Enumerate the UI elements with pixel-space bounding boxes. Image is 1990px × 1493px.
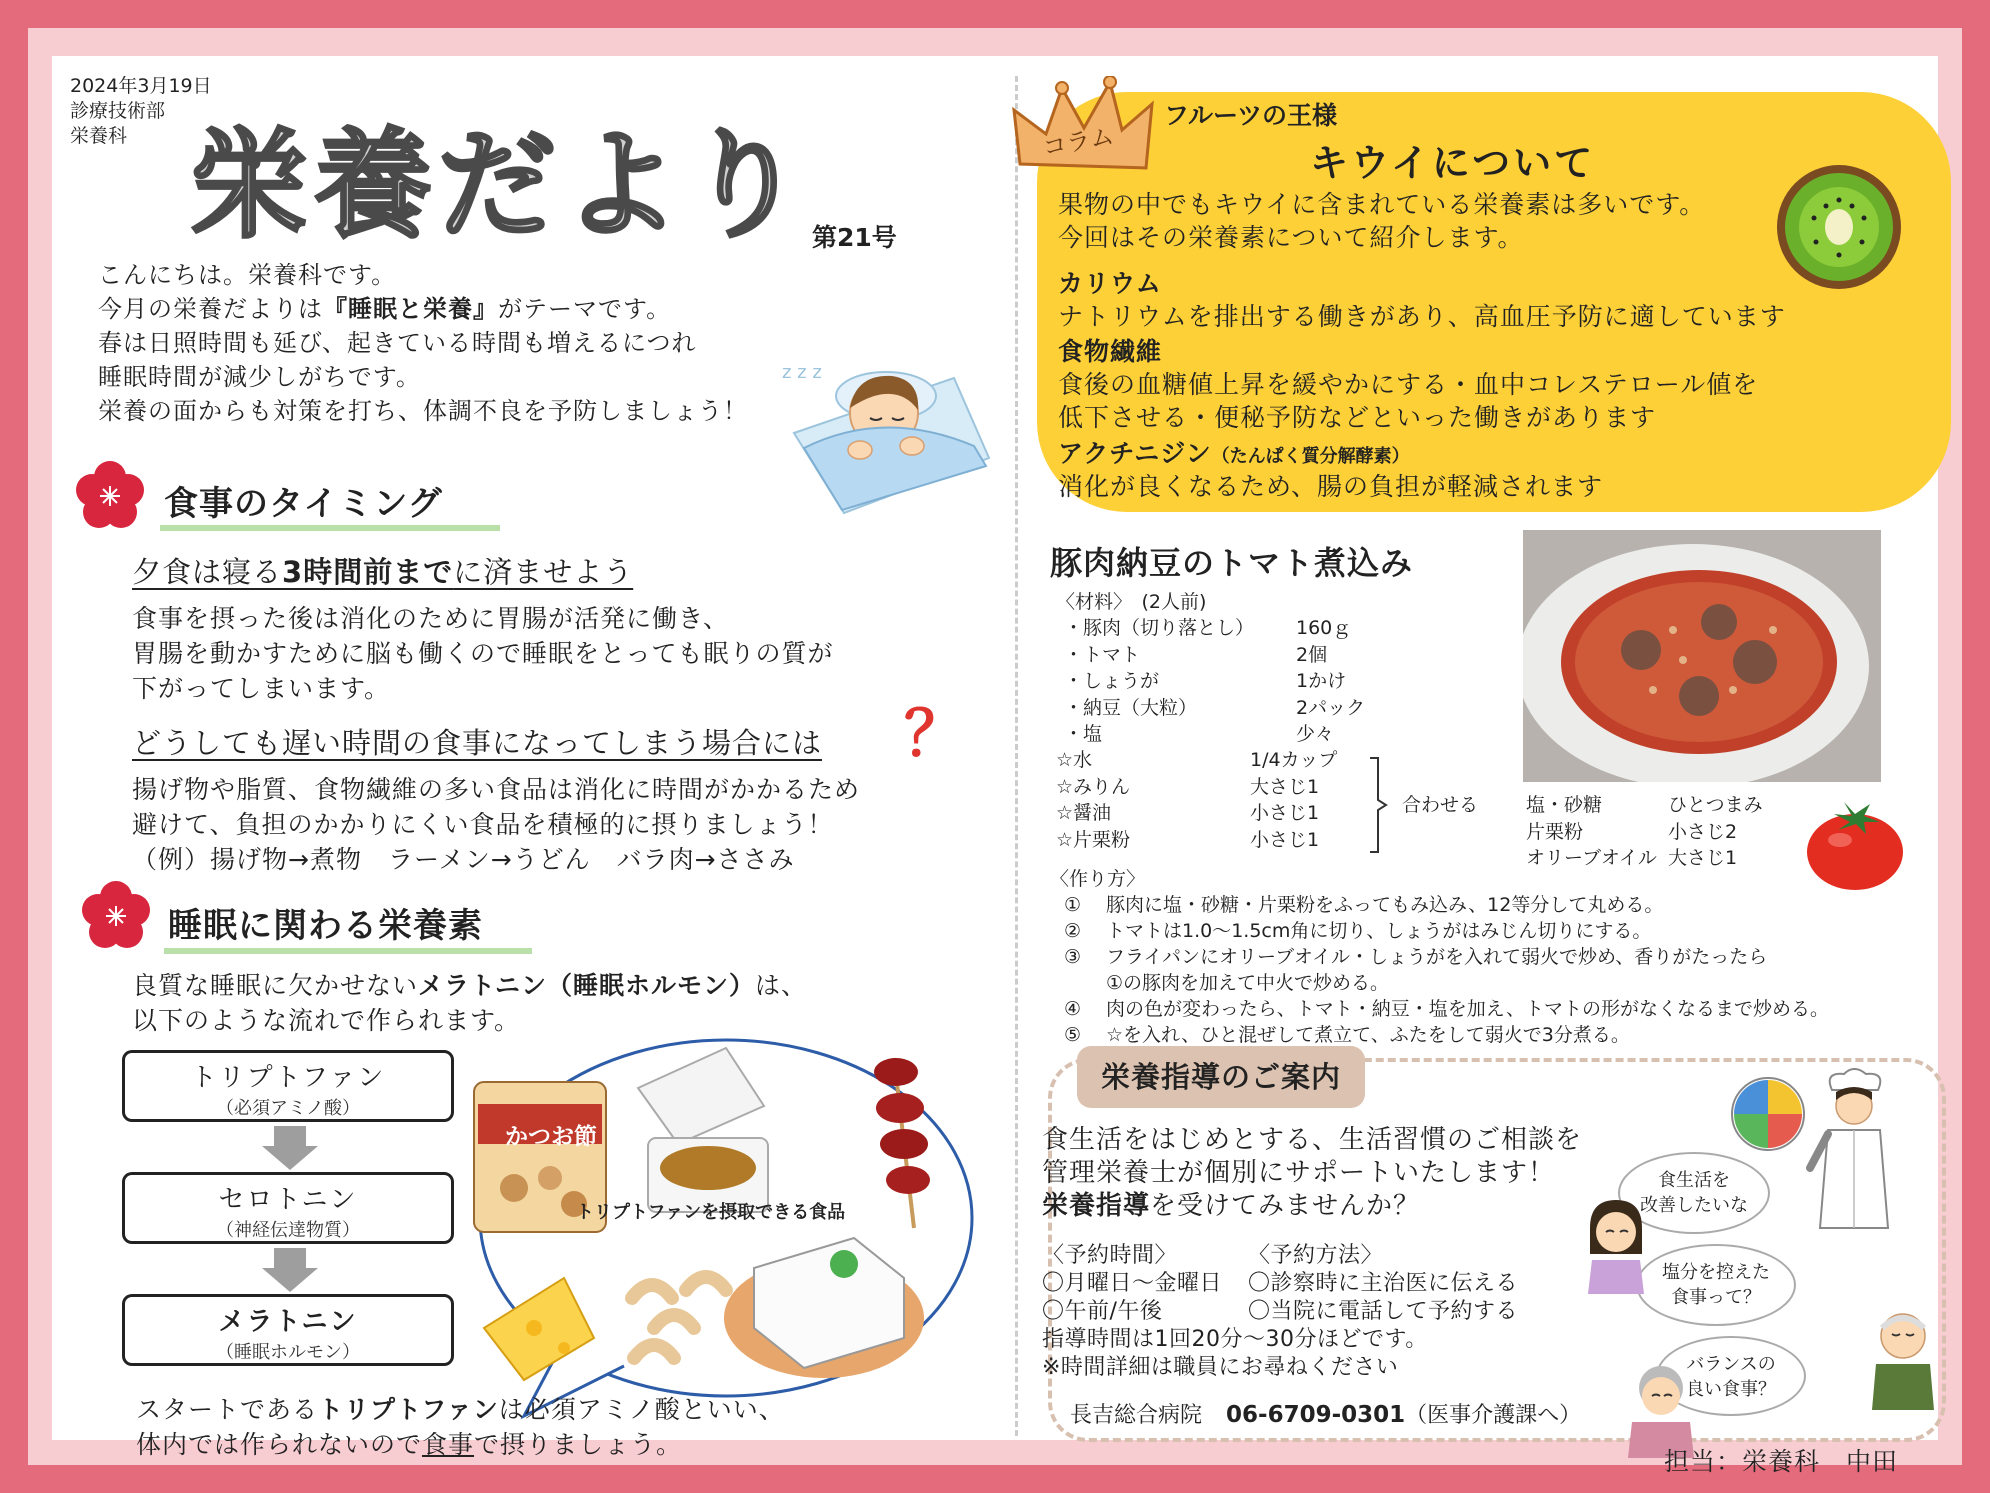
column-lead: 果物の中でもキウイに含まれている栄養素は多いです。 今回はその栄養素について紹介します。 [1058, 190, 1706, 252]
issue-number: 第21号 [812, 223, 897, 252]
column-item-fiber: 食物繊維 食後の血糖値上昇を緩やかにする・血中コレステロール値を 低下させる・便秘予防などといった働きがあります [1058, 337, 1759, 432]
speech-bubble: バランスの 良い食事？ [1656, 1336, 1806, 1416]
guidance-duration: 指導時間は1回20分～30分ほどです。 ※時間詳細は職員にお尋ねください [1042, 1327, 1428, 1380]
sauce-bracket [1368, 756, 1392, 854]
timing-text-1: 食事を摂った後は消化のために胃腸が活発に働き、 胃腸を動かすために脳も働くので睡眠をとっても眠りの質が 下がってしまいます。 [132, 604, 834, 703]
extra-names: 塩・砂糖 片栗粉 オリーブオイル [1526, 794, 1657, 869]
section-name: 栄養科 [70, 125, 128, 147]
katsuobushi-label: かつお節 [505, 1124, 597, 1150]
speech-bubble: 食生活を 改善したいな [1618, 1152, 1770, 1234]
newsletter-title: 栄養だより [190, 116, 811, 254]
guidance-tag: 栄養指導のご案内 [1077, 1046, 1365, 1108]
speech-bubble: 塩分を控えた 食事って？ [1636, 1244, 1796, 1326]
sleeping-boy-illustration [774, 338, 1004, 518]
recipe-steps [1064, 892, 1829, 1048]
foods-caption: トリプトファンを摂取できる食品 [576, 1202, 846, 1223]
nutrients-footer: スタートであるトリプトファンは必須アミノ酸といい、 体内では作られないので食事で摂りましょう。 [136, 1395, 785, 1459]
recipe-photo [1523, 530, 1881, 782]
tomato-illustration [1804, 796, 1906, 892]
column-kicker: フルーツの王様 [1164, 101, 1338, 130]
down-arrow-icon [260, 1248, 320, 1292]
melatonin-bold: メラトニン（睡眠ホルモン） [418, 971, 756, 1000]
svg-text:z z z: z z z [782, 362, 822, 383]
intro-line: こんにちは。栄養科です。 [98, 261, 397, 289]
elderly-man-illustration [1870, 1306, 1936, 1410]
intro-line: 春は日照時間も延び、起きている時間も増えるにつれ [98, 329, 697, 357]
column-item-actinidin: アクチニジン（たんぱく質分解酵素） 消化が良くなるため、腸の負担が軽減されます [1058, 439, 1604, 501]
balanced-plate-icon [1728, 1074, 1808, 1154]
recipe-step: ① 豚肉に塩・砂糖・片栗粉をふってもみ込み、12等分して丸める。 [1064, 894, 1664, 916]
flow-box-serotonin: セロトニン （神経伝達物質） [122, 1172, 454, 1244]
extra-amounts: ひとつまみ 小さじ2 大さじ1 [1668, 794, 1763, 869]
nutrients-intro: 良質な睡眠に欠かせないメラトニン（睡眠ホルモン）は、 以下のような流れで作られます。 [132, 971, 808, 1035]
nutrients-heading: 睡眠に関わる栄養素 [168, 906, 483, 946]
newsletter-page [52, 56, 1938, 1476]
flow-box-melatonin: メラトニン （睡眠ホルモン） [122, 1294, 454, 1366]
recipe-step: ④ 肉の色が変わったら、トマト・納豆・塩を加え、トマトの形がなくなるまで炒める。 [1064, 998, 1829, 1020]
intro-line: 睡眠時間が減少しがちです。 [98, 363, 421, 391]
reservation-time: 〈予約時間〉 〇月曜日～金曜日 〇午前/午後 [1042, 1243, 1223, 1324]
kiwi-illustration [1772, 160, 1906, 294]
recipe-step: ② トマトは1.0～1.5cm角に切り、しょうがはみじん切りにする。 [1064, 920, 1652, 942]
column-title: キウイについて [1310, 141, 1596, 185]
recipe-title: 豚肉納豆のトマト煮込み [1050, 544, 1414, 582]
timing-subheading-1: 夕食は寝る3時間前までに済ませよう [132, 555, 634, 589]
sauce-amounts: 1/4カップ 大さじ1 小さじ1 小さじ1 [1250, 749, 1338, 851]
heading-underline [160, 525, 500, 531]
recipe-step: ③ フライパンにオリーブオイル・しょうがを入れて弱火で炒め、香りがたったら [1064, 946, 1768, 968]
intro-line: 栄養の面からも対策を打ち、体調不良を予防しましょう！ [98, 397, 748, 425]
intro-text [98, 258, 748, 428]
issue-date: 2024年3月19日 [70, 75, 212, 97]
plum-flower-icon [80, 880, 152, 952]
heading-underline [164, 948, 532, 954]
ingredient-amounts: 160ｇ 2個 1かけ 2パック 少々 [1296, 617, 1366, 745]
materials-label: 〈材料〉 (2人前) [1056, 591, 1207, 613]
department: 診療技術部 [70, 100, 166, 122]
sauce-names: ☆水 ☆みりん ☆醤油 ☆片栗粉 [1056, 749, 1131, 851]
theme-bold: 『睡眠と栄養』 [323, 295, 498, 323]
page-border [28, 28, 1962, 1476]
phone-number: 06-6709-0301 [1226, 1402, 1406, 1428]
sauce-note: 合わせる [1402, 794, 1479, 816]
guidance-text: 食生活をはじめとする、生活習慣のご相談を 管理栄養士が個別にサポートいたします！ 栄養指導を受けてみませんか？ [1042, 1125, 1583, 1221]
method-label: 〈作り方〉 [1050, 868, 1146, 890]
recipe-step: ⑤ ☆を入れ、ひと混ぜして煮立て、ふたをして弱火で3分煮る。 [1064, 1024, 1630, 1046]
reservation-method: 〈予約方法〉 〇診察時に主治医に伝える 〇当院に電話して予約する [1248, 1243, 1519, 1324]
intro-line: 今月の栄養だよりは『睡眠と栄養』がテーマです。 [98, 295, 672, 323]
column-tag: コラム [1040, 121, 1117, 162]
timing-heading: 食事のタイミング [164, 484, 443, 524]
question-mark-icon: ？ [904, 697, 967, 770]
timing-text-2: 揚げ物や脂質、食物繊維の多い食品は消化に時間がかかるため 避けて、負担のかかりにくい食品を積極的に摂りましょう！ （例）揚げ物→煮物 ラーメン→うどん バラ肉→ささみ [132, 775, 861, 874]
plum-flower-icon [74, 460, 146, 532]
hospital-contact: 長吉総合病院 06-6709-0301（医事介護課へ） [1070, 1402, 1582, 1428]
ingredient-names: ・豚肉（切り落とし） ・トマト ・しょうが ・納豆（大粒） ・塩 [1064, 617, 1255, 745]
worried-woman-illustration [1584, 1198, 1648, 1294]
tryptophan-foods-bubble [464, 1028, 984, 1428]
column-item-potassium: カリウム ナトリウムを排出する働きがあり、高血圧予防に適しています [1058, 269, 1786, 331]
column-divider [1015, 76, 1018, 1436]
timing-subheading-2: どうしても遅い時間の食事になってしまう場合には [132, 726, 823, 760]
footer-credit: 担当：栄養科 中田 [1664, 1447, 1899, 1476]
dietitian-illustration [1804, 1068, 1904, 1248]
down-arrow-icon [260, 1126, 320, 1170]
recipe-step: ①の豚肉を加えて中火で炒める。 [1106, 972, 1390, 994]
flow-box-tryptophan: トリプトファン （必須アミノ酸） [122, 1050, 454, 1122]
